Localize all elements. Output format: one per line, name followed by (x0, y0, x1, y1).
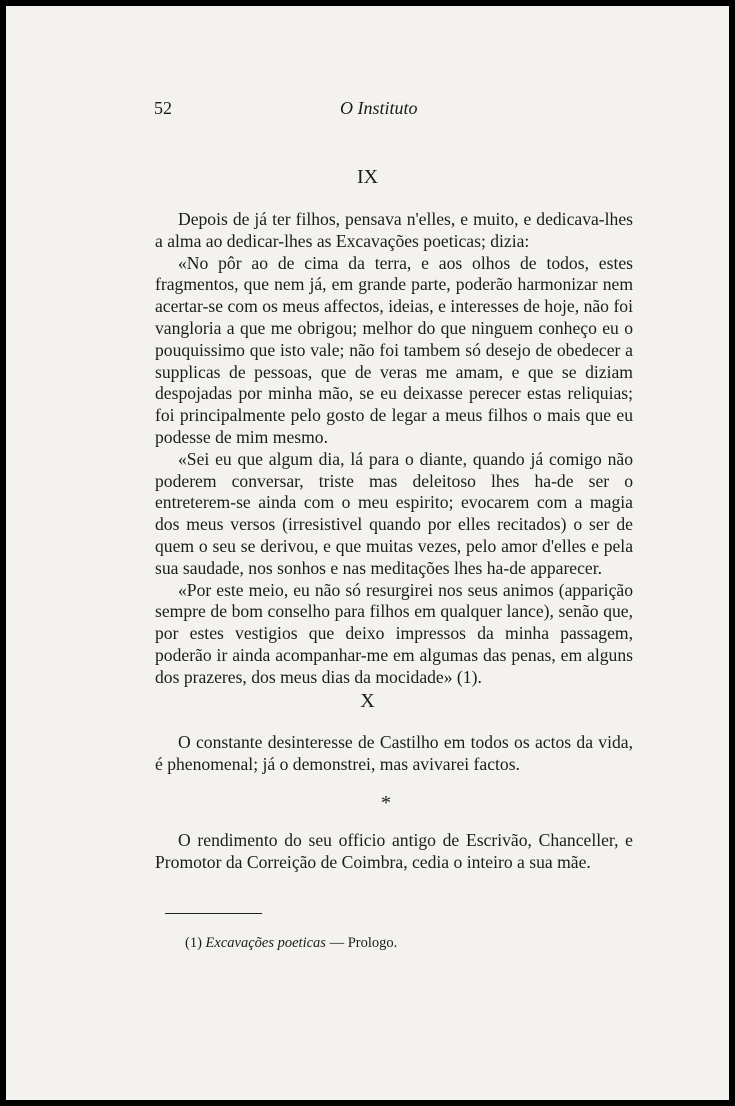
book-page (6, 6, 729, 1100)
footnote-title: Excavações poeticas (205, 935, 326, 951)
asterisk-separator: * (381, 792, 391, 814)
paragraph: O constante desinteresse de Castilho em todos os actos da vida, é phenomenal; já o demonstrei, mas avivarei factos. (155, 732, 633, 774)
page-number: 52 (154, 98, 172, 118)
section-heading-x: X (360, 690, 375, 712)
paragraph: «Por este meio, eu não só resurgirei nos seus animos (apparição sempre de bom conselho para filhos em qualquer lance), senão que, por estes vestigios que deixo impressos da minha passagem, poderão ir ainda acompanhar-me em algumas das penas, em alguns dos prazeres, dos meus dias da mocidade» (1). (155, 579, 633, 687)
running-head (6, 98, 729, 122)
paragraph: «Sei eu que algum dia, lá para o diante, quando já comigo não poderem conversar, triste mas deleitoso lhes ha-de ser o entreterem-se ainda com o meu espirito; evocarem com a magia dos meus versos (irresistivel quando por elles recitados) o ser de quem o seu se derivou, e que muitas vezes, pelo amor d'elles e pela sua saudade, nos sonhos e nas meditações lhes ha-de apparecer. (155, 448, 633, 578)
paragraph: O rendimento do seu officio antigo de Escrivão, Chanceller, e Promotor da Correição de Coimbra, cedia o inteiro a sua mãe. (155, 830, 633, 872)
paragraph: «No pôr ao de cima da terra, e aos olhos de todos, estes fragmentos, que nem já, em grande parte, poderão harmonizar nem acertar-se com os meus affectos, ideias, e interesses de hoje, não foi vangloria a que me obrigou; melhor do que ninguem conheço eu o pouquissimo que isto vale; não foi tambem só desejo de obedecer a supplicas de pessoas, que de veras me amam, e que se diziam despojadas por minha mão, se eu deixasse perecer estas reliquias; foi principalmente pelo gosto de legar a meus filhos o mais que eu podesse de mim mesmo. (155, 252, 633, 447)
section-ix-text (155, 209, 633, 689)
footnote-marker: (1) (185, 935, 202, 951)
running-title: O Instituto (340, 98, 418, 118)
footnote-rest: — Prologo. (329, 935, 398, 951)
paragraph: Depois de já ter filhos, pensava n'elles, e muito, e dedicava-lhes a alma ao dedicar-lhes as Excavações poeticas; dizia: (155, 209, 633, 251)
footnote (185, 935, 397, 952)
section-x-text (155, 732, 633, 776)
footnote-rule (165, 913, 262, 914)
asterisk-section-text (155, 830, 633, 874)
section-heading-ix: IX (356, 166, 379, 188)
